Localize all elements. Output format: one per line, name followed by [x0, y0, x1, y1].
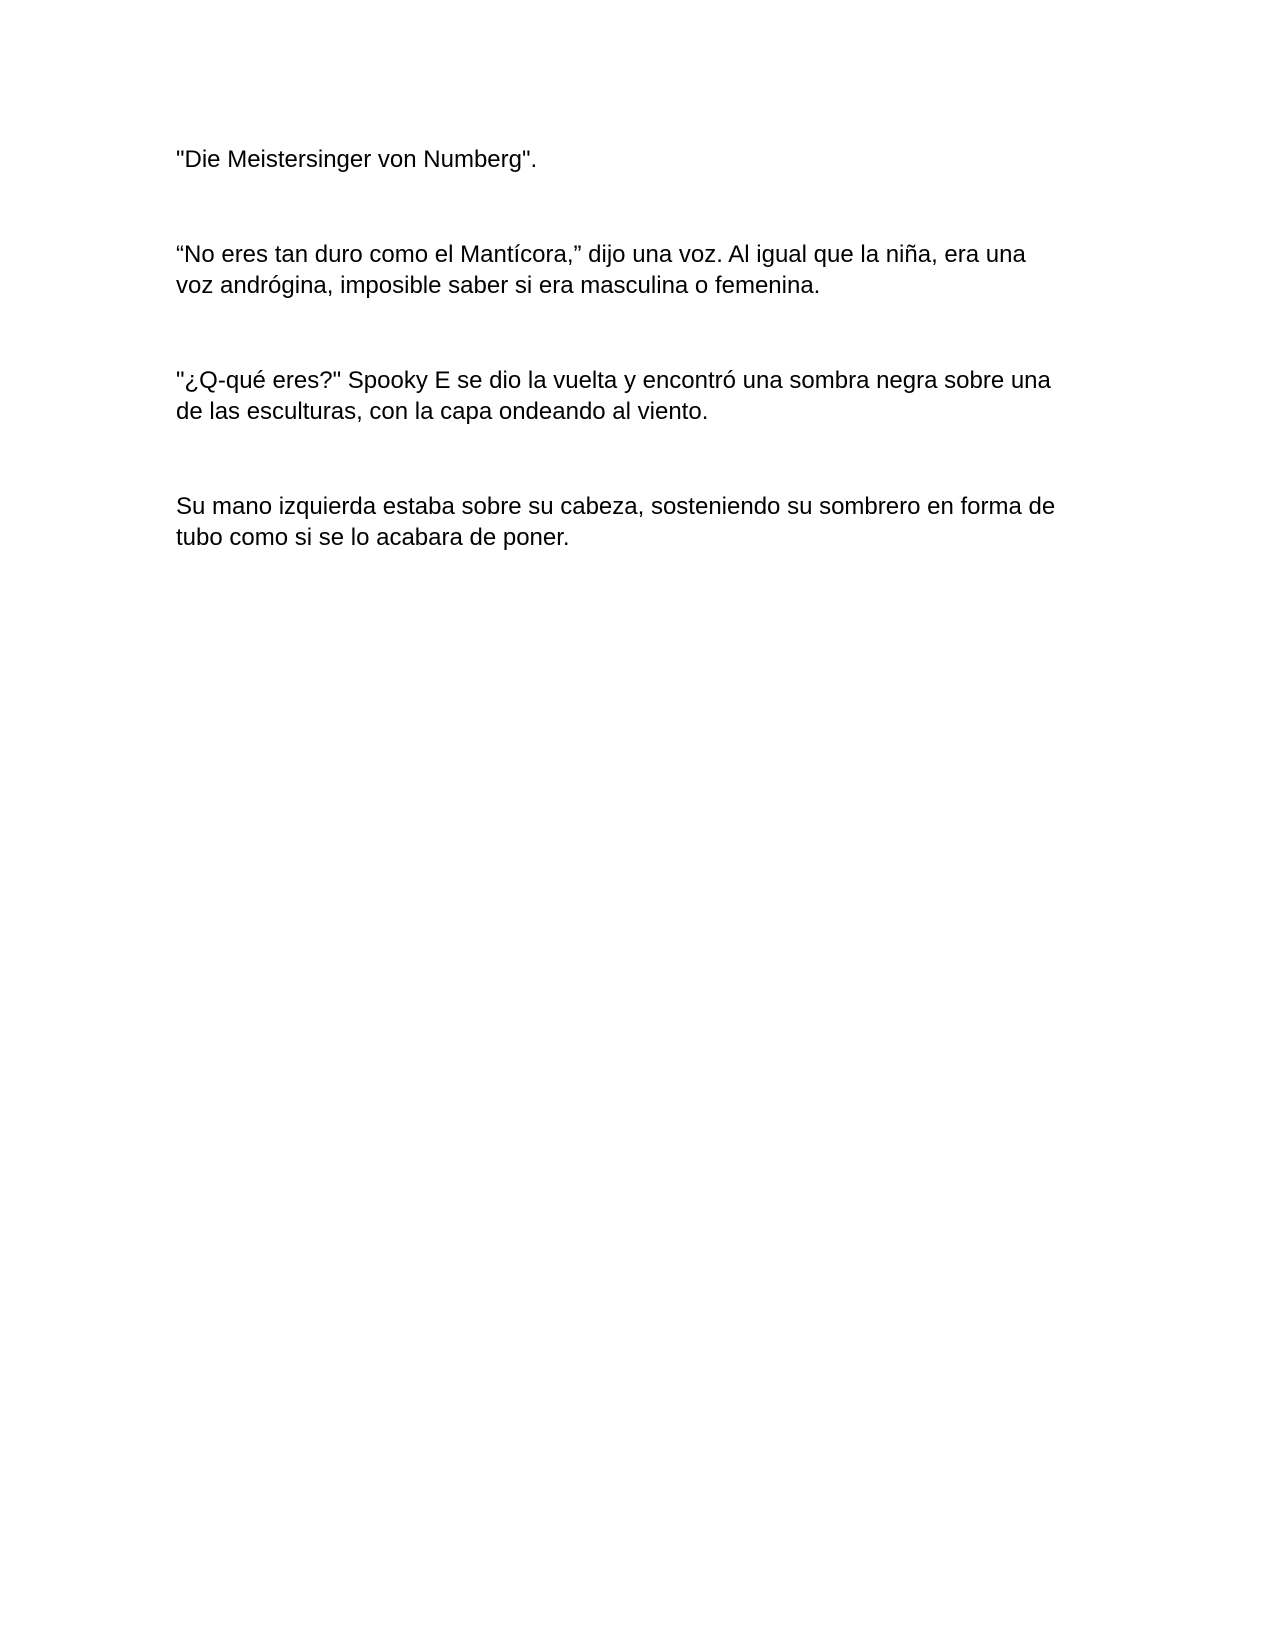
paragraph-line: voz andrógina, imposible saber si era masculina o femenina.	[176, 272, 821, 299]
paragraph-line: Su mano izquierda estaba sobre su cabeza, sosteniendo su sombrero en forma de	[176, 493, 1056, 520]
paragraph-line: "¿Q-qué eres?" Spooky E se dio la vuelta y encontró una sombra negra sobre una	[176, 367, 1051, 394]
paragraph-line: "Die Meistersinger von Numberg".	[176, 146, 538, 173]
paragraph-line: de las esculturas, con la capa ondeando al viento.	[176, 398, 709, 425]
paragraph-4	[176, 491, 1116, 553]
paragraph-1	[176, 144, 1116, 175]
paragraph-line: tubo como si se lo acabara de poner.	[176, 524, 570, 551]
document-body	[176, 144, 1116, 553]
paragraph-2	[176, 239, 1116, 301]
paragraph-line: “No eres tan duro como el Mantícora,” dijo una voz. Al igual que la niña, era una	[176, 241, 1026, 268]
paragraph-3	[176, 365, 1116, 427]
